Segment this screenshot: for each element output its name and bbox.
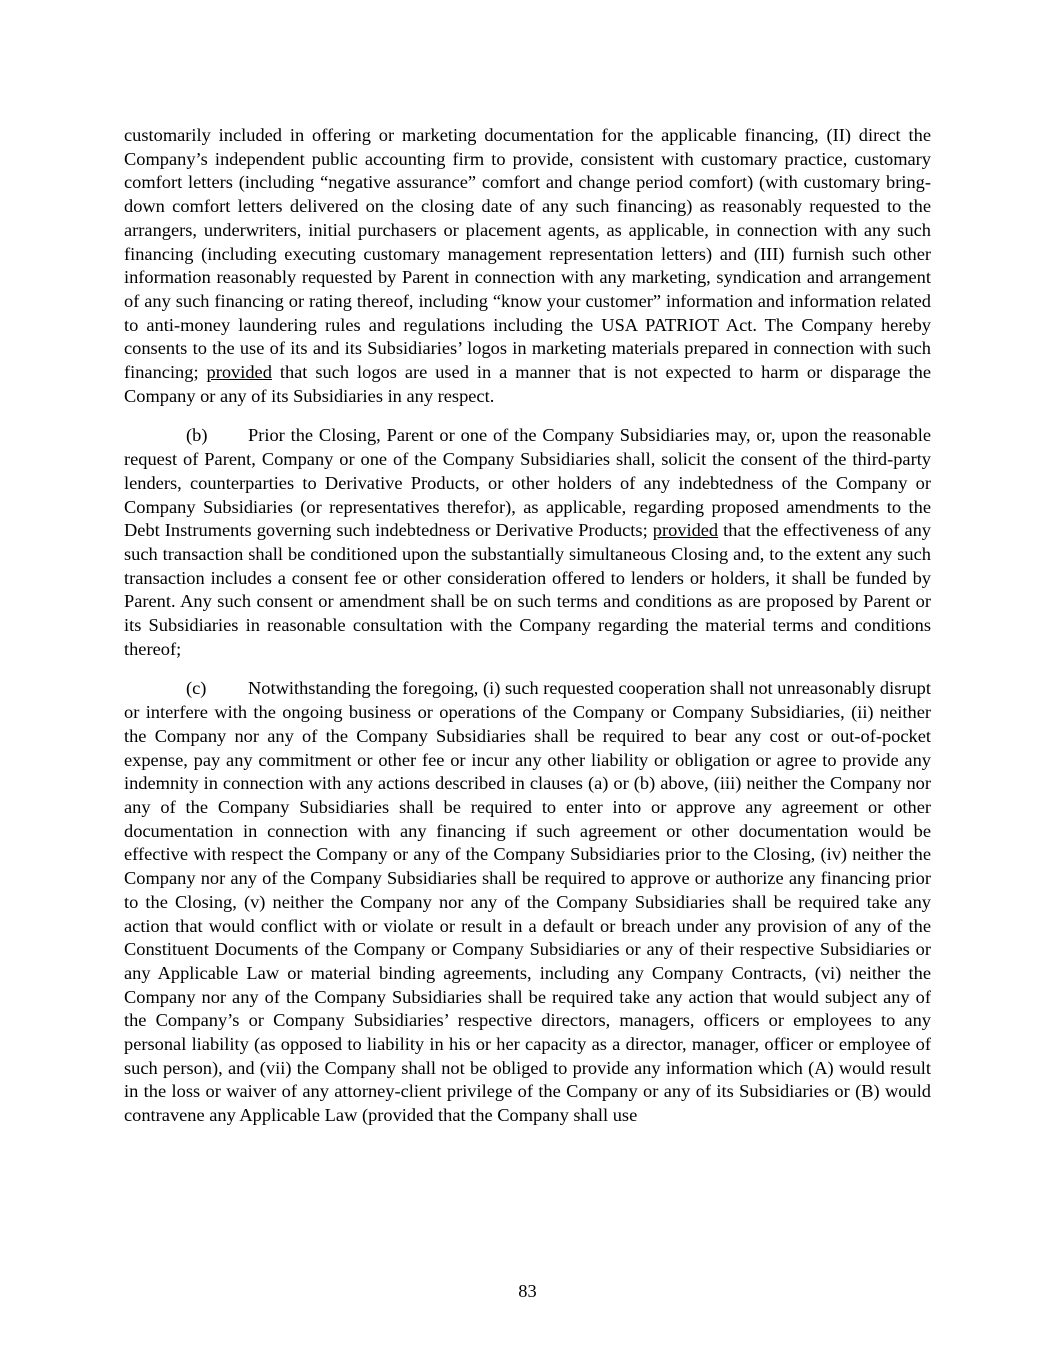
paragraph-b-text-2: that the effectiveness of any such transaction shall be conditioned upon the substantially simultaneous Closing and, to the extent any such transaction includes a consent fee or other consideration offered to lenders or holders, it shall be funded by Parent. Any such consent or amendment shall be on such terms and conditions as are proposed by Parent or its Subsidiaries in reasonable consultation with the Company regarding the material terms and conditions thereof; (124, 520, 931, 659)
paragraph-c-text: Notwithstanding the foregoing, (i) such requested cooperation shall not unreasonably disrupt or interfere with the ongoing business or operations of the Company or Company Subsidiaries, (ii) neither the Company nor any of the Company Subsidiaries shall be required to bear any cost or out-of-pocket expense, pay any commitment or other fee or incur any other liability or obligation or agree to provide any indemnity in connection with any actions described in clauses (a) or (b) above, (iii) neither the Company nor any of the Company Subsidiaries shall be required to enter into or approve any agreement or other documentation in connection with any financing if such agreement or other documentation would be effective with respect the Company or any of the Company Subsidiaries prior to the Closing, (iv) neither the Company nor any of the Company Subsidiaries shall be required to approve or authorize any financing prior to the Closing, (v) neither the Company nor any of the Company Subsidiaries shall be required take any action that would conflict with or violate or result in a default or breach under any provision of any of the Constituent Documents of the Company or Company Subsidiaries or any of their respective Subsidiaries or any Applicable Law or material binding agreements, including any Company Contracts, (vi) neither the Company nor any of the Company Subsidiaries shall be required take any action that would subject any of the Company’s or Company Subsidiaries’ respective directors, managers, officers or employees to any personal liability (as opposed to liability in his or her capacity as a director, manager, officer or employee of such person), and (vii) the Company shall not be obliged to provide any information which (A) would result in the loss or waiver of any attorney-client privilege of the Company or any of its Subsidiaries or (B) would contravene any Applicable Law (provided that the Company shall use (124, 678, 931, 1126)
paragraph-continued-text-2: that such logos are used in a manner that is not expected to harm or disparage the Company or any of its Subsidiaries in any respect. (124, 362, 931, 406)
paragraph-c-label: (c) (186, 678, 207, 699)
paragraph-b-label: (b) (186, 425, 208, 446)
page-number: 83 (518, 1281, 537, 1301)
proviso-underlined: provided (652, 520, 719, 541)
document-page (124, 124, 931, 1144)
paragraph-b (124, 424, 931, 661)
paragraph-c (124, 677, 931, 1127)
paragraph-continued (124, 124, 931, 408)
proviso-underlined: provided (206, 362, 272, 383)
paragraph-continued-text-1: customarily included in offering or marketing documentation for the applicable financing, (II) direct the Company’s independent public accounting firm to provide, consistent with customary practice, customary comfort letters (including “negative assurance” comfort and change period comfort) (with customary bring-down comfort letters delivered on the closing date of any such financing) as reasonably requested to the arrangers, underwriters, initial purchasers or placement agents, as applicable, in connection with any such financing (including executing customary management representation letters) and (III) furnish such other information reasonably requested by Parent in connection with any marketing, syndication and arrangement of any such financing or rating thereof, including “know your customer” information and information related to anti-money laundering rules and regulations including the USA PATRIOT Act. The Company hereby consents to the use of its and its Subsidiaries’ logos in marketing materials prepared in connection with such financing; (124, 125, 931, 383)
paragraph-b-text-1: Prior the Closing, Parent or one of the Company Subsidiaries may, or, upon the reasonable request of Parent, Company or one of the Company Subsidiaries shall, solicit the consent of the third-party lenders, counterparties to Derivative Products, or other holders of any indebtedness of the Company or Company Subsidiaries (or representatives therefor), as applicable, regarding proposed amendments to the Debt Instruments governing such indebtedness or Derivative Products; (124, 425, 931, 541)
